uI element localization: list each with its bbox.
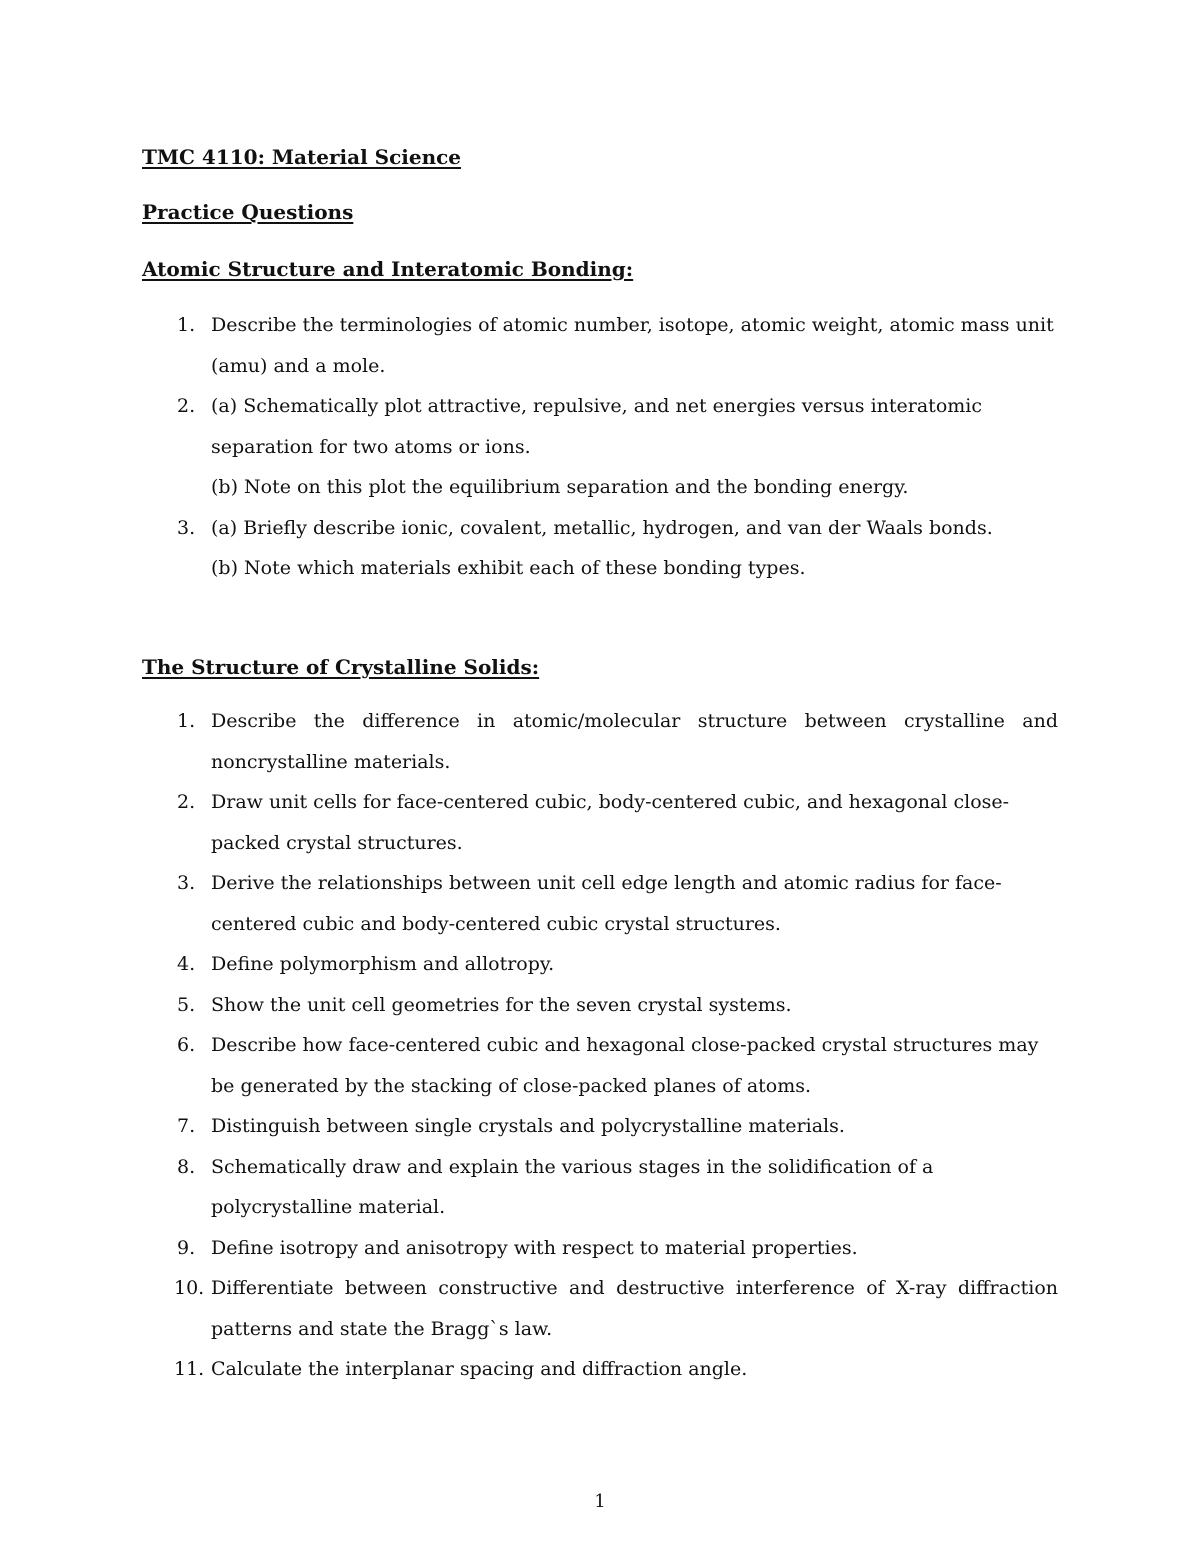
question-number: 11. [174, 1358, 205, 1380]
list-item [142, 508, 1058, 589]
question-number: 10. [174, 1277, 205, 1299]
question-text: Distinguish between single crystals and polycrystalline materials. [211, 1115, 845, 1137]
crystalline-solids-question-list [142, 701, 1058, 1390]
question-number: 9. [177, 1236, 196, 1259]
list-item [142, 944, 1058, 985]
question-text: Define polymorphism and allotropy. [211, 953, 555, 975]
question-number: 2. [177, 395, 196, 417]
question-text: Show the unit cell geometries for the seven crystal systems. [211, 993, 792, 1016]
atomic-structure-question-list [142, 305, 1058, 589]
question-number: 4. [177, 953, 196, 975]
question-part-b: (b) Note on this plot the equilibrium separation and the bonding energy. [211, 476, 909, 498]
list-item [142, 1106, 1058, 1147]
list-item [142, 1228, 1058, 1269]
list-item [142, 305, 1058, 386]
section-heading-crystalline-solids: The Structure of Crystalline Solids: [142, 655, 540, 679]
list-item [142, 1349, 1058, 1390]
course-title: TMC 4110: Material Science [142, 145, 462, 169]
page-number: 1 [594, 1491, 606, 1512]
question-number: 2. [177, 791, 196, 813]
question-part-a: (a) Schematically plot attractive, repulsive, and net energies versus interatomic separation for two atoms or ions. [211, 395, 982, 458]
question-number: 3. [177, 872, 196, 894]
question-number: 8. [177, 1155, 196, 1178]
question-number: 6. [177, 1034, 196, 1056]
question-part-b: (b) Note which materials exhibit each of these bonding types. [211, 557, 806, 579]
question-number: 1. [177, 314, 196, 336]
question-text: Draw unit cells for face-centered cubic, body-centered cubic, and hexagonal close-packed crystal structures. [211, 791, 1010, 854]
question-text: Derive the relationships between unit cell edge length and atomic radius for face-centered cubic and body-centered cubic crystal structures. [211, 872, 1002, 935]
question-part-a: (a) Briefly describe ionic, covalent, metallic, hydrogen, and van der Waals bonds. [211, 516, 993, 539]
list-item [142, 1147, 1058, 1228]
practice-questions-title: Practice Questions [142, 200, 354, 224]
list-item [142, 985, 1058, 1026]
question-number: 3. [177, 516, 196, 539]
question-text: Describe the terminologies of atomic number, isotope, atomic weight, atomic mass unit (amu) and a mole. [211, 314, 1054, 377]
question-text: Schematically draw and explain the various stages in the solidification of a polycrystalline material. [211, 1155, 934, 1218]
question-number: 5. [177, 993, 196, 1016]
question-text: Calculate the interplanar spacing and diffraction angle. [211, 1358, 748, 1380]
section-heading-atomic-structure: Atomic Structure and Interatomic Bonding: [142, 257, 634, 281]
question-text: Differentiate between constructive and destructive interference of X-ray diffraction patterns and state the Bragg`s law. [211, 1277, 1058, 1340]
list-item [142, 701, 1058, 782]
question-text: Describe how face-centered cubic and hexagonal close-packed crystal structures may be generated by the stacking of close-packed planes of atoms. [211, 1034, 1039, 1097]
question-number: 1. [177, 710, 196, 732]
question-text: Define isotropy and anisotropy with respect to material properties. [211, 1236, 858, 1259]
question-number: 7. [177, 1115, 196, 1137]
list-item [142, 1025, 1058, 1106]
list-item [142, 782, 1058, 863]
list-item [142, 863, 1058, 944]
list-item [142, 1268, 1058, 1349]
list-item [142, 386, 1058, 508]
question-text: Describe the difference in atomic/molecular structure between crystalline and noncrystalline materials. [211, 710, 1058, 773]
